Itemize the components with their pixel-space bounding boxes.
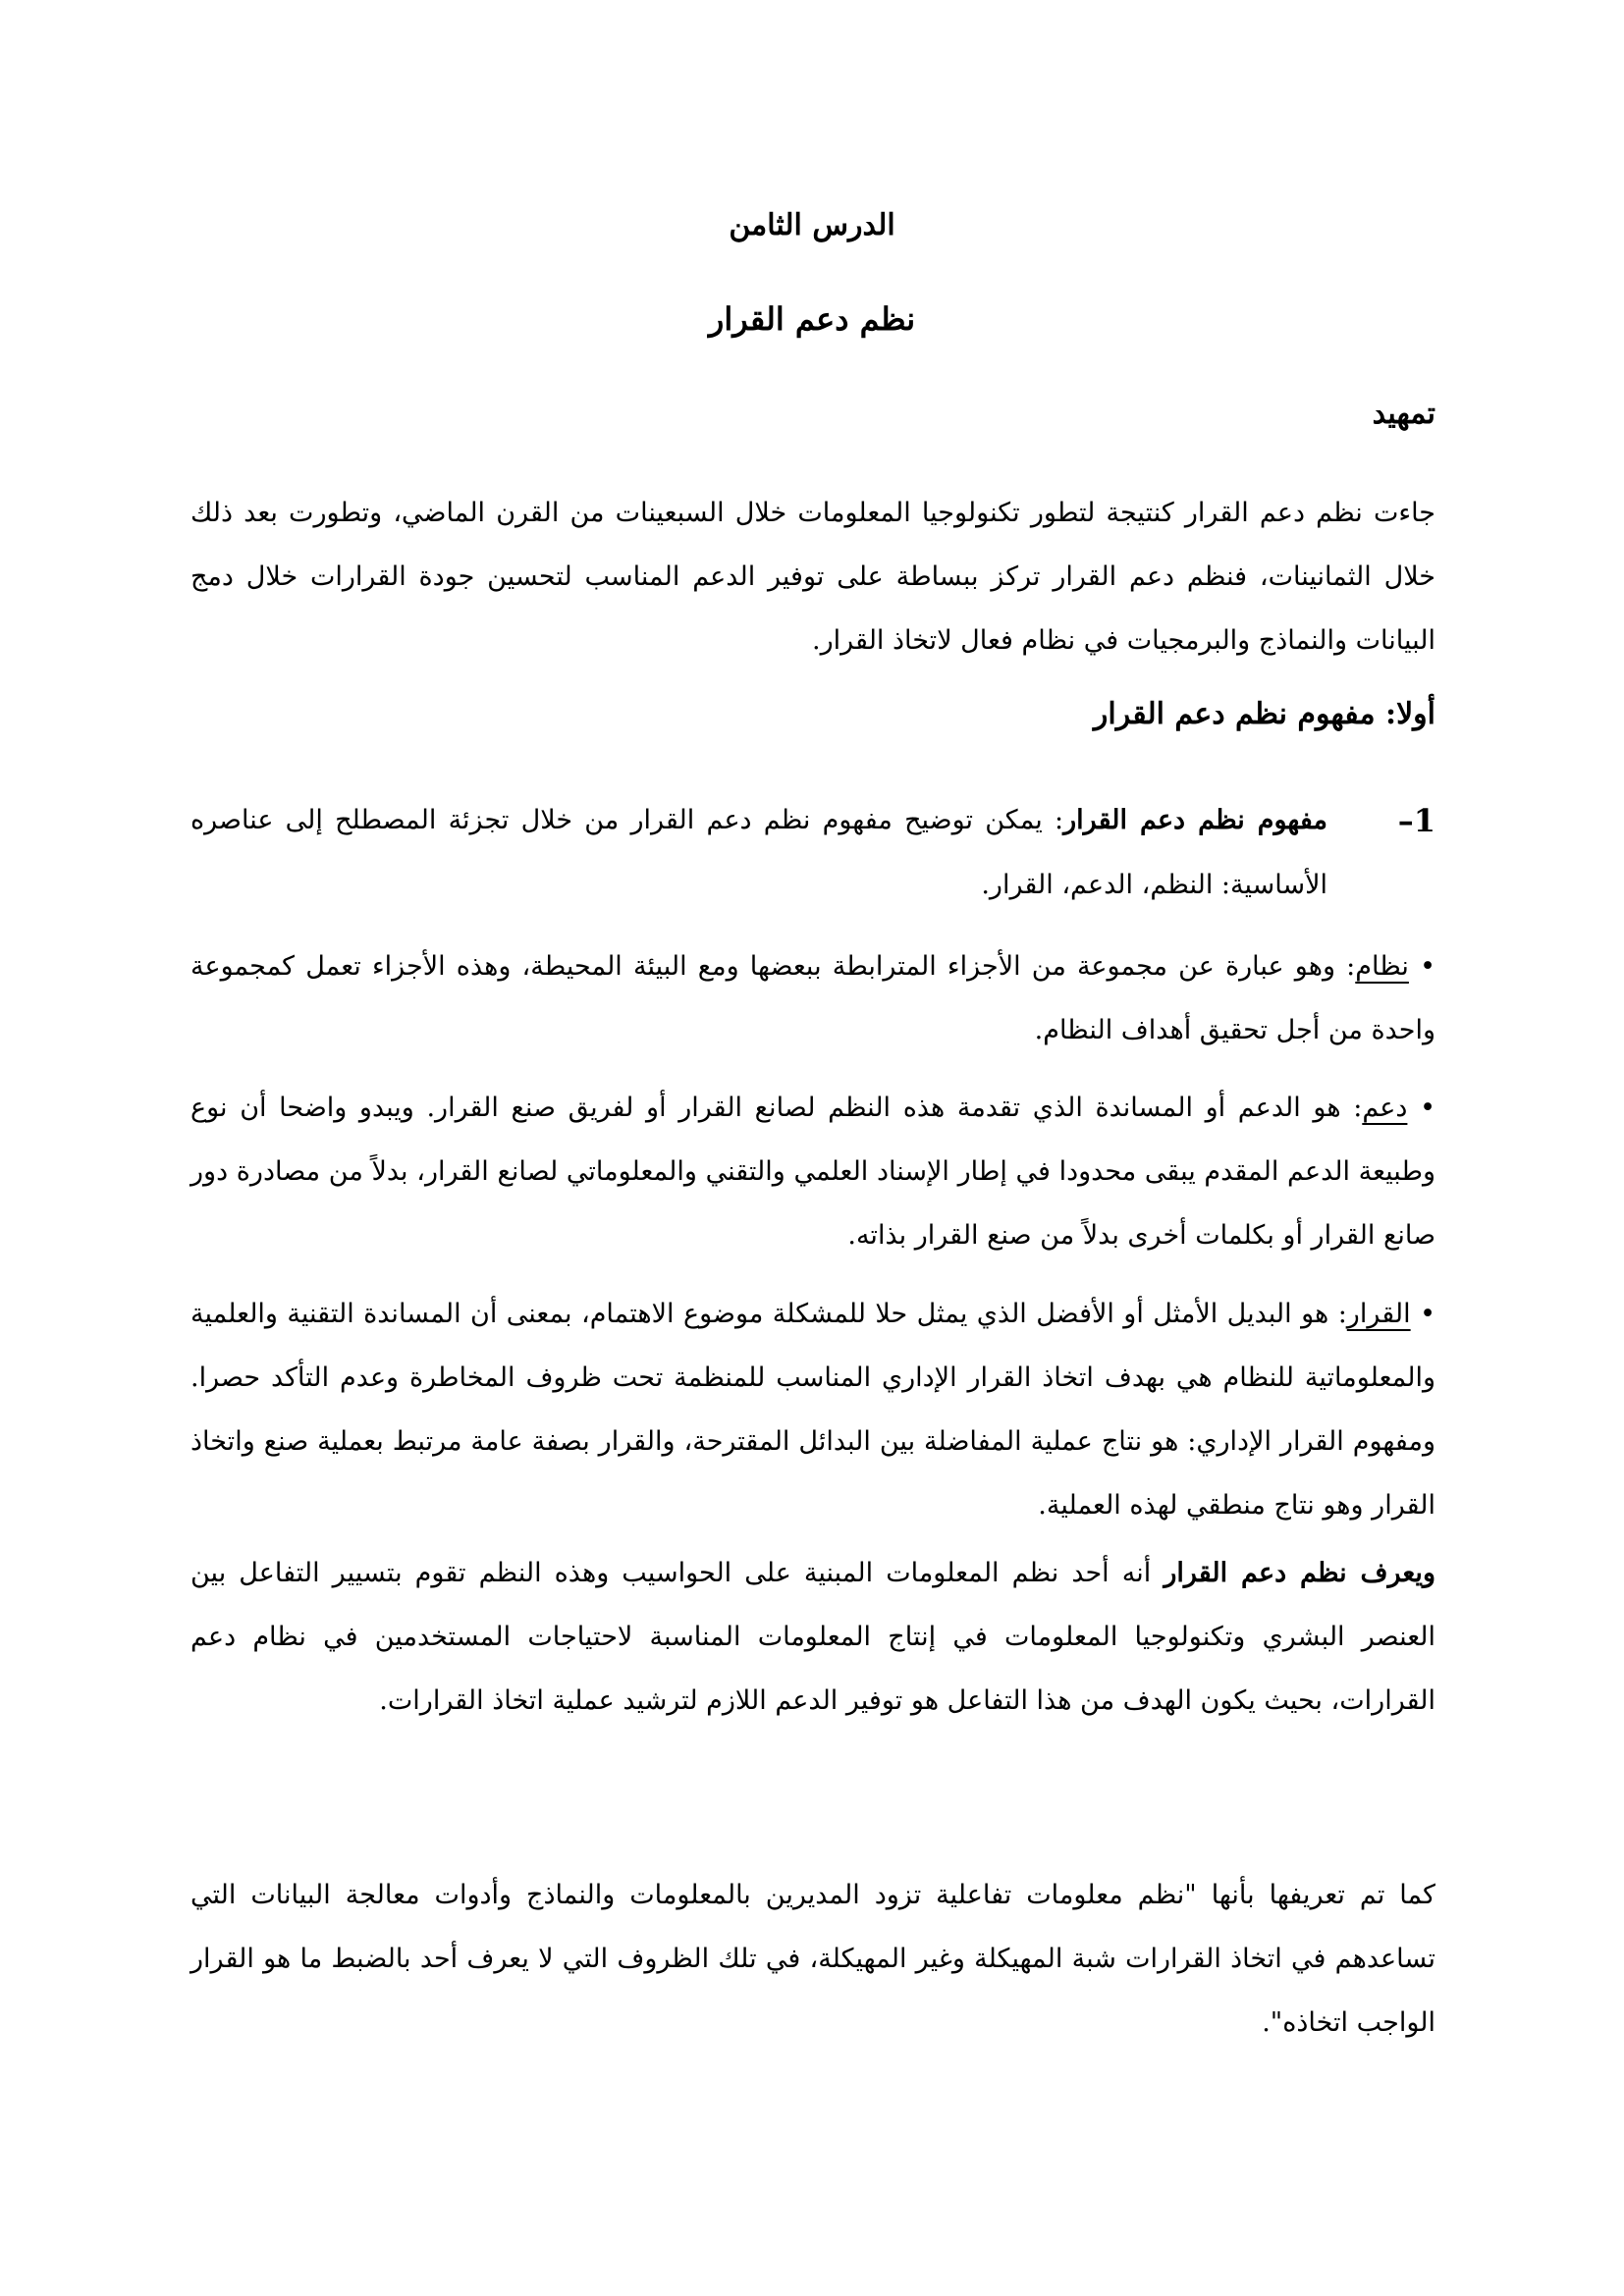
section-heading: أولا: مفهوم نظم دعم القرار [1093, 697, 1435, 731]
bullet-support [190, 1076, 1435, 1267]
list-item-1 [190, 788, 1435, 918]
lesson-number: الدرس الثامن [729, 208, 895, 242]
intro-heading: تمهيد [1372, 397, 1435, 431]
bullet-text: : هو البديل الأمثل أو الأفضل الذي يمثل حلا للمشكلة موضوع الاهتمام، بمعنى أن المساندة التقنية والعلمية والمعلوماتية للنظام هي بهدف اتخاذ القرار الإداري المناسب للمنظمة تحت ظروف المخاطرة وعدم التأكد حصرا. ومفهوم القرار الإداري: هو نتاج عملية المفاضلة بين البدائل المقترحة، والقرار بصفة عامة مرتبط بعملية صنع واتخاذ القرار وهو نتاج منطقي لهذه العملية. [190, 1299, 1435, 1521]
bullet-term: القرار [1346, 1299, 1411, 1329]
bullet-icon: • [1420, 951, 1435, 982]
definition-text: أنه أحد نظم المعلومات المبنية على الحواسيب وهذه النظم تقوم بتسيير التفاعل بين العنصر البشري وتكنولوجيا المعلومات في إنتاج المعلومات المناسبة لاحتياجات المستخدمين في نظام دعم القرارات، بحيث يكون الهدف من هذا التفاعل هو توفير الدعم اللازم لترشيد عملية اتخاذ القرارات. [190, 1558, 1435, 1716]
bullet-text: : وهو عبارة عن مجموعة من الأجزاء المترابطة ببعضها ومع البيئة المحيطة، وهذه الأجزاء تعمل كمجموعة واحدة من أجل تحقيق أهداف النظام. [190, 951, 1435, 1045]
bullet-term: دعم [1362, 1093, 1408, 1123]
bullet-system [190, 934, 1435, 1062]
list-item-lead: مفهوم نظم دعم القرار [1063, 805, 1327, 835]
bullet-term: نظام [1355, 951, 1409, 982]
list-item-text [190, 788, 1327, 918]
list-item-body: : يمكن توضيح مفهوم نظم دعم القرار من خلال تجزئة المصطلح إلى عناصره الأساسية: النظم، الدعم، القرار. [190, 805, 1327, 900]
list-item-number: 1– [1397, 802, 1435, 839]
definition-paragraph [190, 1541, 1435, 1733]
bullet-icon: • [1420, 1299, 1435, 1329]
bullet-icon: • [1420, 1093, 1435, 1123]
bullet-decision [190, 1282, 1435, 1537]
definition-lead: ويعرف نظم دعم القرار [1164, 1558, 1435, 1588]
lesson-title: نظم دعم القرار [708, 300, 916, 338]
quote-paragraph: كما تم تعريفها بأنها "نظم معلومات تفاعلية تزود المديرين بالمعلومات والنماذج وأدوات معالجة البيانات التي تساعدهم في اتخاذ القرارات شبة المهيكلة وغير المهيكلة، في تلك الظروف التي لا يعرف أحد بالضبط ما هو القرار الواجب اتخاذه". [190, 1880, 1435, 2038]
bullet-text: : هو الدعم أو المساندة الذي تقدمة هذه النظم لصانع القرار أو لفريق صنع القرار. ويبدو واضحا أن نوع وطبيعة الدعم المقدم يبقى محدودا في إطار الإسناد العلمي والتقني والمعلوماتي لصانع القرار، بدلاً من مصادرة دور صانع القرار أو بكلمات أخرى بدلاً من صنع القرار بذاته. [190, 1093, 1435, 1251]
intro-paragraph: جاءت نظم دعم القرار كنتيجة لتطور تكنولوجيا المعلومات خلال السبعينات من القرن الماضي، وتطورت بعد ذلك خلال الثمانينات، فنظم دعم القرار تركز ببساطة على توفير الدعم المناسب لتحسين جودة القرارات خلال دمج البيانات والنماذج والبرمجيات في نظام فعال لاتخاذ القرار. [190, 498, 1435, 656]
